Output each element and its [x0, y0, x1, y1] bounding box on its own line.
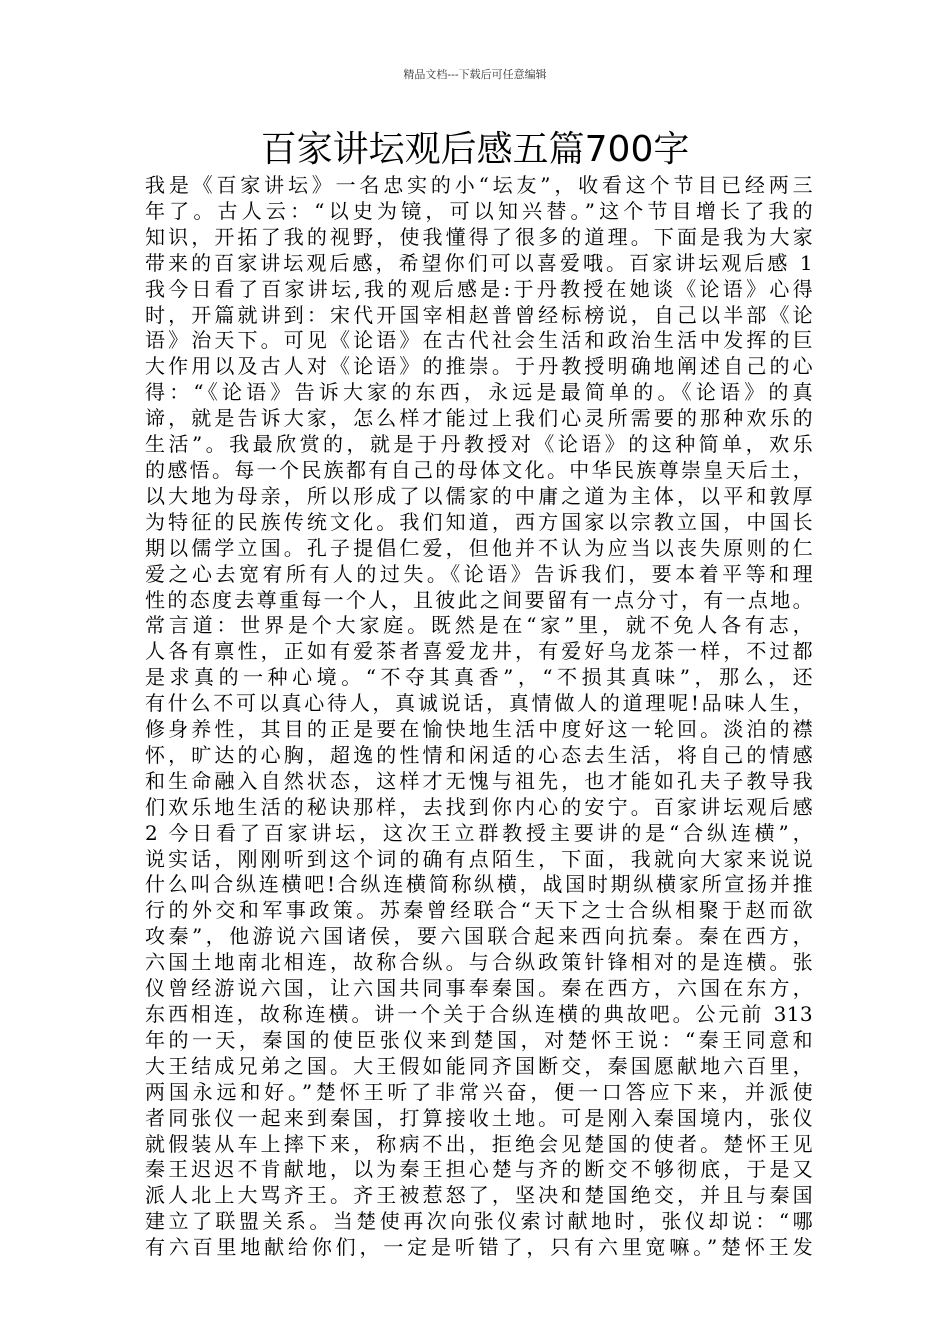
body-line: 以大地为母亲，所以形成了以儒家的中庸之道为主体，以平和敦厚	[145, 483, 813, 508]
body-line: 修身养性，其目的正是要在愉快地生活中度好这一轮回。淡泊的襟	[145, 717, 813, 742]
body-line: 六国土地南北相连，故称合纵。与合纵政策针锋相对的是连横。张	[145, 950, 813, 975]
body-line: 语》治天下。可见《论语》在古代社会生活和政治生活中发挥的巨	[145, 328, 813, 353]
body-line: 生活”。我最欣赏的，就是于丹教授对《论语》的这种简单，欢乐	[145, 432, 813, 457]
body-line: 时，开篇就讲到：宋代开国宰相赵普曾经标榜说，自己以半部《论	[145, 302, 813, 327]
body-line: 爱之心去宽宥所有人的过失。《论语》告诉我们，要本着平等和理	[145, 561, 813, 586]
body-line: 年的一天，秦国的使臣张仪来到楚国，对楚怀王说：“秦王同意和	[145, 1027, 813, 1052]
body-line: 大王结成兄弟之国。大王假如能同齐国断交，秦国愿献地六百里，	[145, 1053, 813, 1078]
body-line: 东西相连，故称连横。讲一个关于合纵连横的典故吧。公元前 313	[145, 1002, 813, 1026]
body-line: 和生命融入自然状态，这样才无愧与祖先，也才能如孔夫子教导我	[145, 768, 813, 793]
body-line: 我今日看了百家讲坛,我的观后感是:于丹教授在她谈《论语》心得	[145, 276, 813, 301]
body-line: 知识，开拓了我的视野，使我懂得了很多的道理。下面是我为大家	[145, 224, 813, 249]
body-line: 有什么不可以真心待人，真诚说话，真情做人的道理呢!品味人生，	[145, 691, 813, 716]
body-line: 得：“《论语》告诉大家的东西，永远是最简单的。《论语》的真	[145, 380, 813, 405]
document-body	[145, 173, 813, 1261]
body-line: 我是《百家讲坛》一名忠实的小“坛友”，收看这个节目已经两三	[145, 173, 813, 197]
body-line: 什么叫合纵连横吧!合纵连横简称纵横，战国时期纵横家所宣扬并推	[145, 872, 813, 897]
body-line: 两国永远和好。”楚怀王听了非常兴奋，便一口答应下来，并派使	[145, 1079, 813, 1104]
body-line: 说实话，刚刚听到这个词的确有点陌生，下面，我就向大家来说说	[145, 846, 813, 871]
body-line: 有六百里地献给你们，一定是听错了，只有六里宽嘛。”楚怀王发	[145, 1235, 813, 1260]
body-line: 仪曾经游说六国，让六国共同事奉秦国。秦在西方，六国在东方，	[145, 976, 813, 1001]
body-line: 年了。古人云：“以史为镜，可以知兴替。”这个节目增长了我的	[145, 198, 813, 223]
body-line: 2 今日看了百家讲坛，这次王立群教授主要讲的是“合纵连横”，	[145, 820, 813, 845]
body-line: 行的外交和军事政策。苏秦曾经联合“天下之士合纵相聚于赵而欲	[145, 898, 813, 923]
body-line: 是求真的一种心境。“不夺其真香”，“不损其真味”，那么，还	[145, 665, 813, 690]
header-note: 精品文档---下载后可任意编辑	[403, 68, 547, 81]
body-line: 就假装从车上摔下来，称病不出，拒绝会见楚国的使者。楚怀王见	[145, 1131, 813, 1156]
body-line: 性的态度去尊重每一个人，且彼此之间要留有一点分寸，有一点地。	[145, 587, 813, 612]
body-line: 为特征的民族传统文化。我们知道，西方国家以宗教立国，中国长	[145, 509, 813, 534]
body-line: 人各有禀性，正如有爱茶者喜爱龙井，有爱好乌龙茶一样，不过都	[145, 639, 813, 664]
body-line: 建立了联盟关系。当楚使再次向张仪索讨献地时，张仪却说：“哪	[145, 1209, 813, 1234]
body-line: 攻秦”，他游说六国诸侯，要六国联合起来西向抗秦。秦在西方，	[145, 924, 813, 949]
body-line: 们欢乐地生活的秘诀那样，去找到你内心的安宁。百家讲坛观后感	[145, 794, 813, 819]
body-line: 期以儒学立国。孔子提倡仁爱，但他并不认为应当以丧失原则的仁	[145, 535, 813, 560]
body-line: 常言道：世界是个大家庭。既然是在“家”里，就不免人各有志，	[145, 613, 813, 638]
document-title: 百家讲坛观后感五篇700字	[260, 129, 690, 170]
body-line: 带来的百家讲坛观后感，希望你们可以喜爱哦。百家讲坛观后感 1	[145, 250, 813, 275]
body-line: 谛，就是告诉大家，怎么样才能过上我们心灵所需要的那种欢乐的	[145, 406, 813, 431]
body-line: 怀，旷达的心胸，超逸的性情和闲适的心态去生活，将自己的情感	[145, 742, 813, 767]
body-line: 秦王迟迟不肯献地，以为秦王担心楚与齐的断交不够彻底，于是又	[145, 1157, 813, 1182]
body-line: 者同张仪一起来到秦国，打算接收土地。可是刚入秦国境内，张仪	[145, 1105, 813, 1130]
body-line: 大作用以及古人对《论语》的推崇。于丹教授明确地阐述自己的心	[145, 354, 813, 379]
body-line: 的感悟。每一个民族都有自己的母体文化。中华民族尊崇皇天后土，	[145, 457, 813, 482]
body-line: 派人北上大骂齐王。齐王被惹怒了，坚决和楚国绝交，并且与秦国	[145, 1183, 813, 1208]
